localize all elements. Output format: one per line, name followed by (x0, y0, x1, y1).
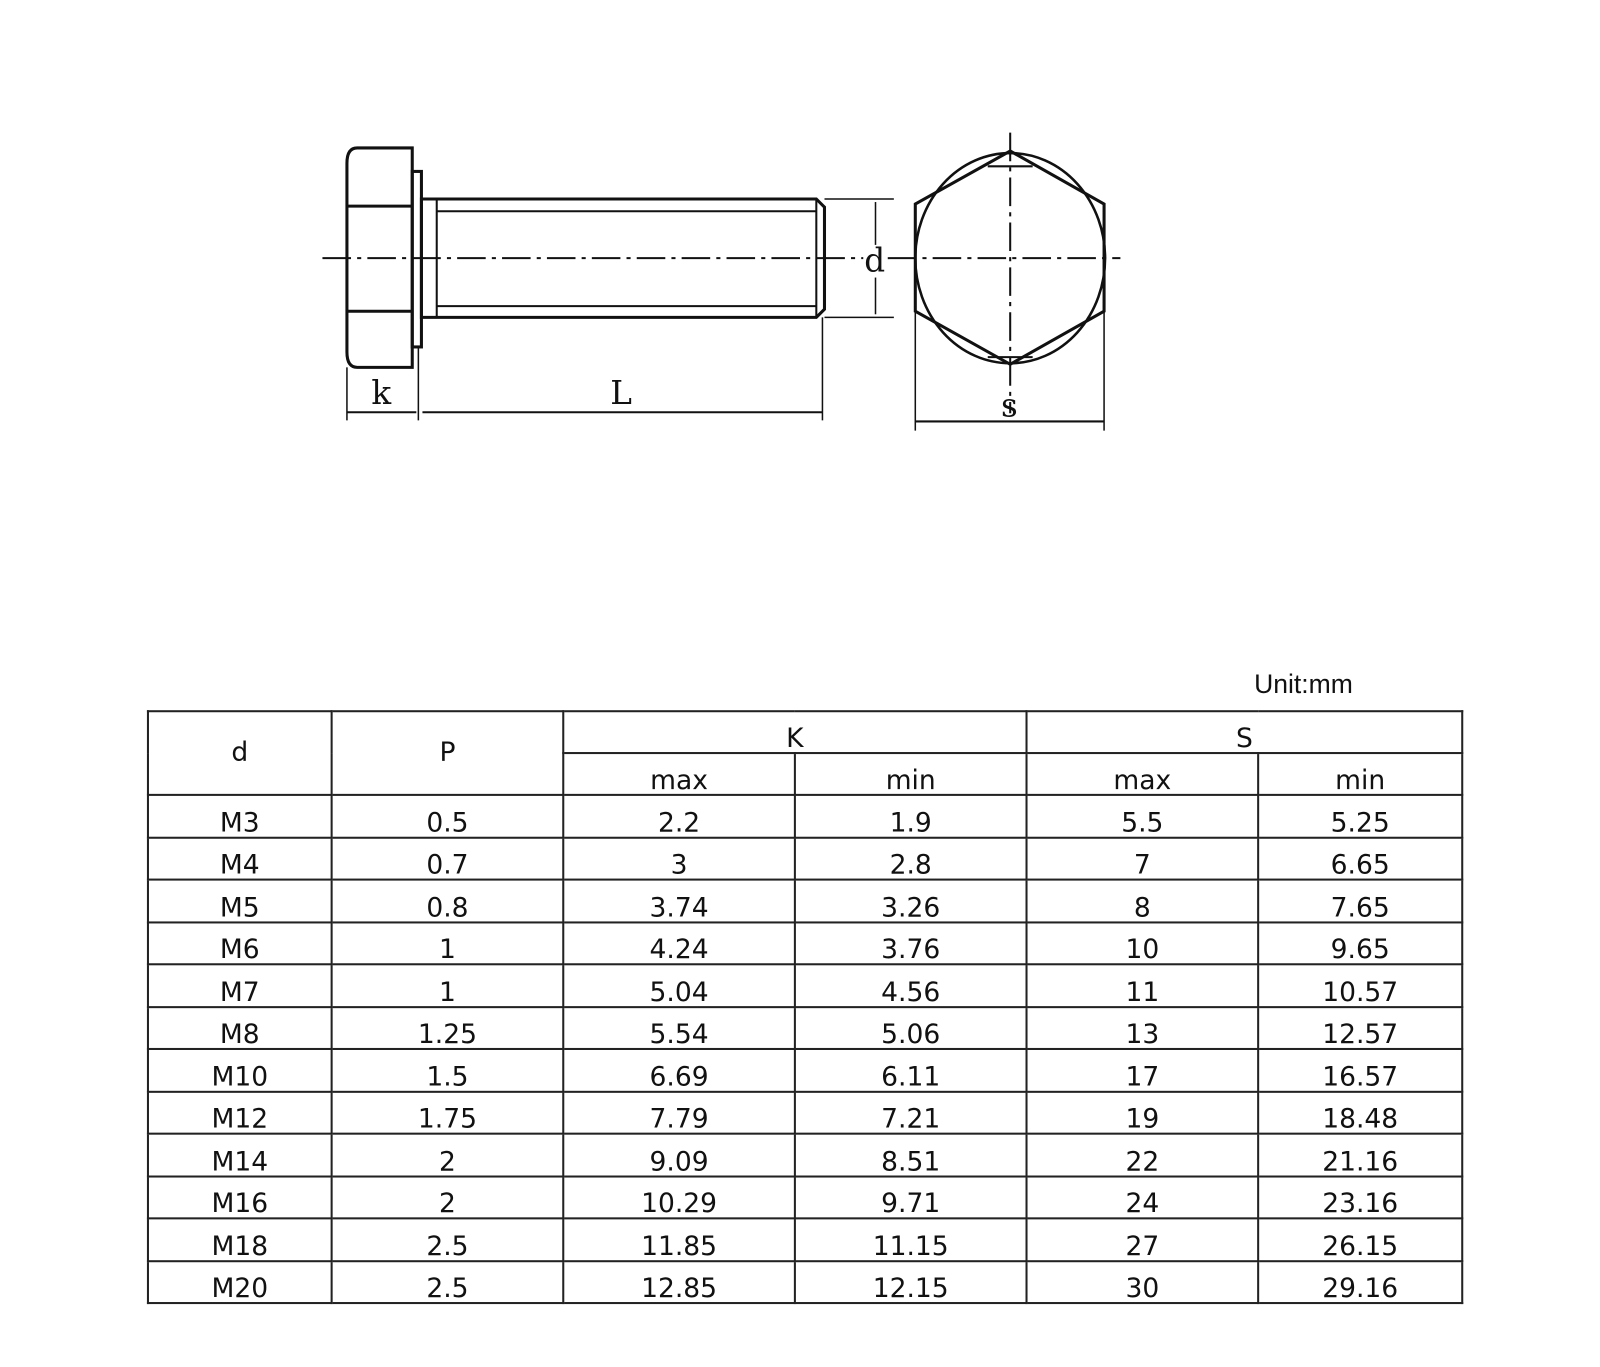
cell-d: M8 (148, 1007, 332, 1049)
table-row (148, 795, 1462, 837)
cell-p: 1.75 (332, 1091, 564, 1133)
cell-k-min: 1.9 (795, 795, 1027, 837)
cell-d: M10 (148, 1049, 332, 1091)
table-row (148, 1176, 1462, 1218)
cell-p: 2 (332, 1134, 564, 1176)
cell-p: 1 (332, 964, 564, 1006)
cell-k-max: 5.04 (563, 964, 795, 1006)
label-s: s (1001, 386, 1018, 425)
cell-p: 2.5 (332, 1218, 564, 1260)
cell-p: 0.5 (332, 795, 564, 837)
cell-k-min: 9.71 (795, 1176, 1027, 1218)
cell-k-min: 3.76 (795, 922, 1027, 964)
header-d: d (148, 711, 332, 795)
cell-s-max: 10 (1027, 922, 1259, 964)
unit-label: Unit:mm (1254, 668, 1353, 699)
cell-k-min: 12.15 (795, 1261, 1027, 1303)
header-k-min: min (795, 753, 1027, 795)
cell-p: 1.5 (332, 1049, 564, 1091)
cell-k-max: 9.09 (563, 1134, 795, 1176)
label-d: d (864, 241, 886, 280)
header-k-max: max (563, 753, 795, 795)
table-row (148, 1261, 1462, 1303)
cell-k-min: 2.8 (795, 837, 1027, 879)
cell-s-max: 19 (1027, 1091, 1259, 1133)
cell-s-min: 12.57 (1258, 1007, 1462, 1049)
cell-s-max: 22 (1027, 1134, 1259, 1176)
cell-k-max: 5.54 (563, 1007, 795, 1049)
cell-d: M7 (148, 964, 332, 1006)
cell-k-max: 3.74 (563, 880, 795, 922)
cell-k-max: 4.24 (563, 922, 795, 964)
cell-d: M18 (148, 1218, 332, 1260)
cell-s-max: 8 (1027, 880, 1259, 922)
header-s-min: min (1258, 753, 1462, 795)
cell-k-max: 12.85 (563, 1261, 795, 1303)
cell-p: 2.5 (332, 1261, 564, 1303)
cell-p: 0.7 (332, 837, 564, 879)
cell-k-max: 10.29 (563, 1176, 795, 1218)
cell-p: 1.25 (332, 1007, 564, 1049)
cell-k-max: 6.69 (563, 1049, 795, 1091)
cell-k-max: 3 (563, 837, 795, 879)
cell-p: 0.8 (332, 880, 564, 922)
cell-k-min: 7.21 (795, 1091, 1027, 1133)
header-s-max: max (1027, 753, 1259, 795)
cell-s-min: 16.57 (1258, 1049, 1462, 1091)
cell-s-min: 18.48 (1258, 1091, 1462, 1133)
cell-k-min: 8.51 (795, 1134, 1027, 1176)
hex-bolt-drawing (0, 0, 1600, 490)
cell-s-min: 10.57 (1258, 964, 1462, 1006)
cell-k-min: 3.26 (795, 880, 1027, 922)
cell-s-min: 29.16 (1258, 1261, 1462, 1303)
cell-s-min: 5.25 (1258, 795, 1462, 837)
cell-k-max: 7.79 (563, 1091, 795, 1133)
bolt-dimension-table (147, 710, 1463, 1304)
cell-d: M16 (148, 1176, 332, 1218)
table-row (148, 1091, 1462, 1133)
table-row (148, 1218, 1462, 1260)
cell-s-min: 9.65 (1258, 922, 1462, 964)
cell-s-max: 7 (1027, 837, 1259, 879)
dimension-k-L (347, 317, 823, 420)
header-p: P (332, 711, 564, 795)
cell-p: 2 (332, 1176, 564, 1218)
cell-d: M4 (148, 837, 332, 879)
cell-s-max: 24 (1027, 1176, 1259, 1218)
cell-p: 1 (332, 922, 564, 964)
cell-s-min: 21.16 (1258, 1134, 1462, 1176)
cell-d: M6 (148, 922, 332, 964)
cell-s-max: 27 (1027, 1218, 1259, 1260)
cell-k-max: 2.2 (563, 795, 795, 837)
cell-d: M12 (148, 1091, 332, 1133)
cell-k-min: 5.06 (795, 1007, 1027, 1049)
cell-d: M3 (148, 795, 332, 837)
cell-k-max: 11.85 (563, 1218, 795, 1260)
cell-s-max: 13 (1027, 1007, 1259, 1049)
cell-d: M14 (148, 1134, 332, 1176)
table-row (148, 1134, 1462, 1176)
cell-s-min: 23.16 (1258, 1176, 1462, 1218)
table-row (148, 964, 1462, 1006)
header-s: S (1027, 711, 1463, 753)
cell-k-min: 11.15 (795, 1218, 1027, 1260)
cell-k-min: 6.11 (795, 1049, 1027, 1091)
table-row (148, 837, 1462, 879)
cell-d: M20 (148, 1261, 332, 1303)
cell-s-min: 26.15 (1258, 1218, 1462, 1260)
table-row (148, 880, 1462, 922)
cell-s-max: 17 (1027, 1049, 1259, 1091)
table-row (148, 1049, 1462, 1091)
cell-k-min: 4.56 (795, 964, 1027, 1006)
header-k: K (563, 711, 1026, 753)
label-k: k (371, 374, 392, 413)
cell-s-min: 7.65 (1258, 880, 1462, 922)
table-row (148, 922, 1462, 964)
cell-s-max: 11 (1027, 964, 1259, 1006)
label-L: L (610, 374, 632, 413)
cell-d: M5 (148, 880, 332, 922)
table-row (148, 1007, 1462, 1049)
cell-s-min: 6.65 (1258, 837, 1462, 879)
cell-s-max: 30 (1027, 1261, 1259, 1303)
cell-s-max: 5.5 (1027, 795, 1259, 837)
